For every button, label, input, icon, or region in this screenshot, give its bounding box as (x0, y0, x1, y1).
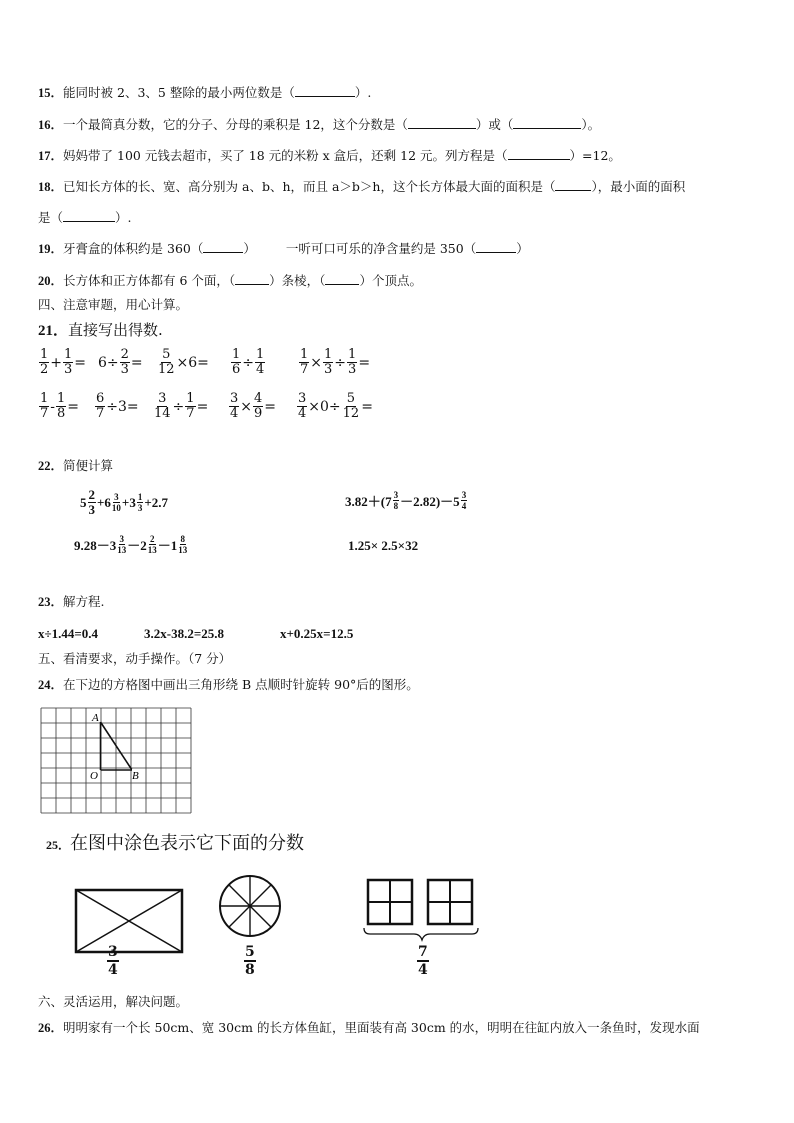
simplify-expression: 3.82＋(7 3 8 －2.82)－5 3 4 (345, 490, 467, 511)
calc-item: $\frac{1}{7}$ × $\frac{1}{3}$ ÷ $\frac{1}{3}$ = (300, 347, 371, 377)
question-16: 16．一个最简真分数，它的分子、分母的乘积是 12，这个分数是（ ）或（ ）。 (38, 117, 601, 132)
question-21: 21．直接写出得数. (38, 321, 163, 339)
equation: 3.2x-38.2=25.8 (144, 626, 224, 641)
grid-figure[interactable] (40, 707, 192, 815)
answer-blank[interactable] (203, 240, 243, 253)
calc-item: $\frac{3}{14}$ ÷ $\frac{1}{7}$ = (154, 391, 209, 421)
answer-blank[interactable] (63, 209, 115, 222)
calc-item: 6÷ $\frac{2}{3}$ = (98, 347, 143, 377)
answer-blank[interactable] (235, 272, 269, 285)
equation: x+0.25x=12.5 (280, 626, 354, 641)
section-5-heading: 五、看清要求，动手操作。（7 分） (38, 651, 232, 666)
question-20: 20．长方体和正方体都有 6 个面，（ ）条棱，（ ）个顶点。 (38, 273, 422, 288)
point-o-label: O (90, 770, 98, 782)
brace (364, 928, 478, 940)
fraction-figures (46, 872, 498, 982)
calc-item: $\frac{1}{6}$ ÷ $\frac{1}{4}$ (232, 347, 265, 377)
question-18-line2: 是（ ）. (38, 210, 132, 225)
answer-blank[interactable] (295, 84, 355, 97)
question-15: 15．能同时被 2、3、5 整除的最小两位数是（ ）. (38, 85, 372, 100)
simplify-expression: 5 $\frac{2}{3}$ +6 3 10 +3 1 3 +2.7 (80, 487, 169, 517)
point-a-label: A (92, 712, 99, 724)
simplify-expression: 1.25× 2.5×32 (348, 538, 419, 553)
question-23: 23．解方程. (38, 594, 105, 609)
question-25: 25．在图中涂色表示它下面的分数 (46, 833, 305, 854)
question-18: 18．已知长方体的长、宽、高分别为 a、b、h，而且 a＞b＞h，这个长方体最大面的面积是（ ），最小面的面积 (38, 179, 686, 194)
section-4-heading: 四、注意审题，用心计算。 (38, 297, 189, 312)
squares-figure[interactable] (368, 880, 472, 924)
fraction-label: $\frac{3}{4}$ (108, 944, 118, 978)
calc-item: $\frac{6}{7}$ ÷3= (96, 391, 139, 421)
question-22: 22．简便计算 (38, 458, 114, 473)
question-17: 17．妈妈带了 100 元钱去超市，买了 18 元的米粉 x 盒后，还剩 12 元。列方程是（ ）=12。 (38, 148, 621, 163)
circle-figure[interactable] (220, 876, 280, 936)
calc-item: $\frac{3}{4}$ × $\frac{4}{9}$ = (230, 391, 277, 421)
rectangle-figure[interactable] (76, 890, 182, 952)
calc-item: $\frac{5}{12}$ ×6= (158, 347, 209, 377)
answer-blank[interactable] (408, 116, 476, 129)
question-19: 19．牙膏盒的体积约是 360（ ） 一听可口可乐的净含量约是 350（ ） (38, 241, 529, 256)
fraction-label: $\frac{5}{8}$ (245, 944, 255, 978)
calc-item: $\frac{1}{2}$ + $\frac{1}{3}$ = (40, 347, 87, 377)
calc-item: $\frac{3}{4}$ ×0÷ $\frac{5}{12}$ = (298, 391, 373, 421)
question-24: 24．在下边的方格图中画出三角形绕 B 点顺时针旋转 90°后的图形。 (38, 677, 419, 692)
question-26: 26．明明家有一个长 50cm、宽 30cm 的长方体鱼缸，里面装有高 30cm 的水，明明在往缸内放入一条鱼时，发现水面 (38, 1020, 700, 1035)
answer-blank[interactable] (476, 240, 516, 253)
answer-blank[interactable] (555, 178, 591, 191)
section-6-heading: 六、灵活运用，解决问题。 (38, 994, 189, 1009)
calc-item: $\frac{1}{7}$ - $\frac{1}{8}$ = (40, 391, 80, 421)
answer-blank[interactable] (513, 116, 581, 129)
answer-blank[interactable] (325, 272, 359, 285)
answer-blank[interactable] (508, 147, 570, 160)
equation: x÷1.44=0.4 (38, 626, 99, 641)
simplify-expression: 9.28－3 3 13 －2 2 13 －1 8 13 (74, 534, 188, 555)
point-b-label: B (132, 770, 139, 782)
fraction-label: $\frac{7}{4}$ (418, 944, 428, 978)
